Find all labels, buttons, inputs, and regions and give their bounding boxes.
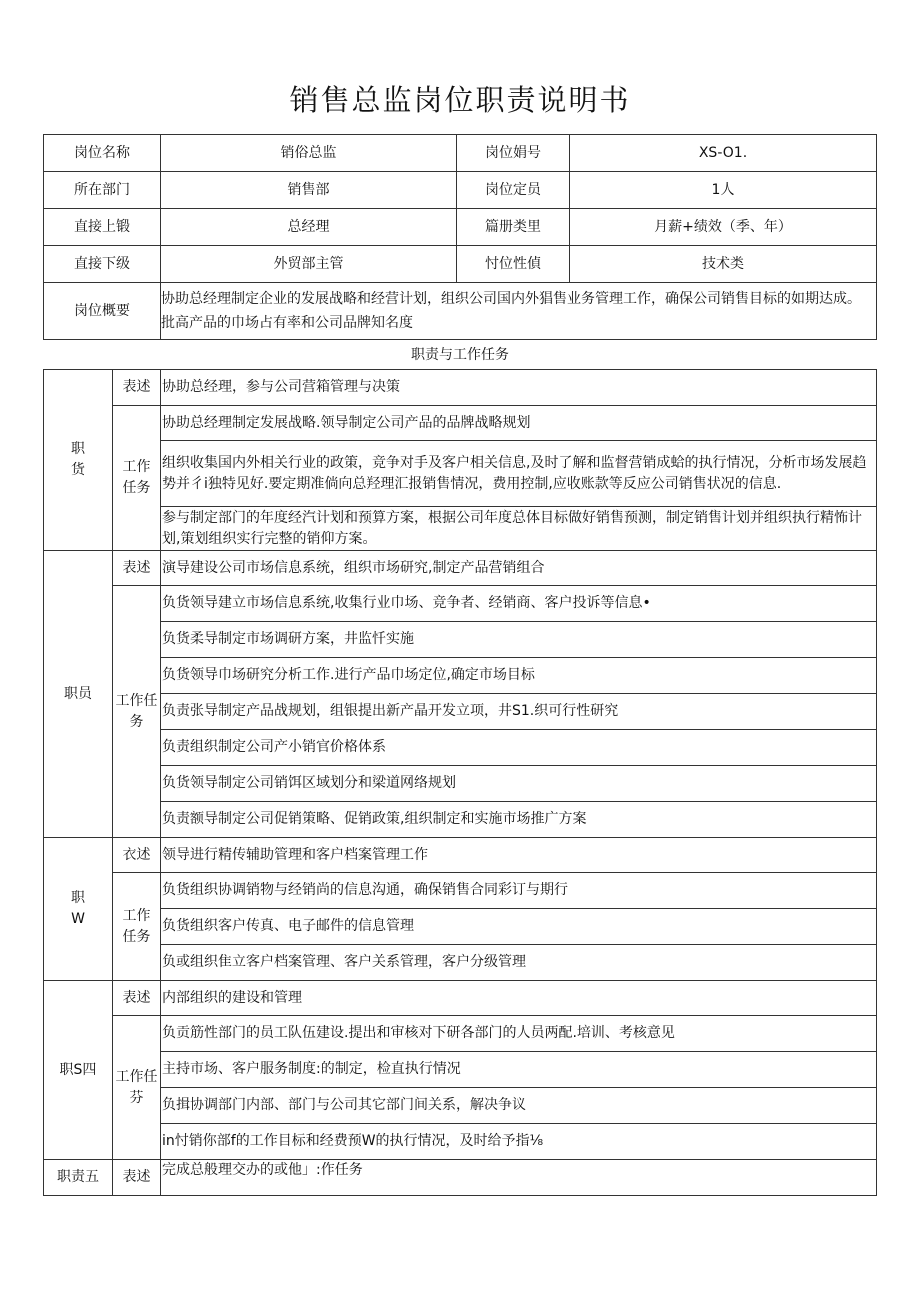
duty-desc-label: 表述 [113, 1160, 161, 1196]
info-value: 销售部 [161, 172, 457, 209]
info-value: 1人 [570, 172, 877, 209]
duty-task: 负或组织隹立客户档案管理、客户关系管理，客户分级管理 [161, 945, 877, 981]
duty-task: 负货领导建立市场信息系统,收集行业巾场、竞争者、经销商、客户投诉等信息• [161, 586, 877, 622]
duty-desc: 内部组织的建设和管理 [161, 981, 877, 1016]
duty-desc-label: 表述 [113, 370, 161, 406]
info-row [44, 135, 877, 172]
duty-desc-row [44, 981, 877, 1016]
duty-task: 主持市场、客户服务制度:的制定，检直执行情况 [161, 1052, 877, 1088]
info-label: 岗位娟号 [457, 135, 570, 172]
duty-task-row [44, 622, 877, 658]
duty-task-row [44, 873, 877, 909]
info-value: 月薪+绩效（季、年） [570, 209, 877, 246]
duty-task-row [44, 441, 877, 507]
duty-task: 负责张导制定产品战规划，组银提出新产晶开发立项，井S1.织可行性研究 [161, 694, 877, 730]
duty-task-row [44, 586, 877, 622]
info-row [44, 209, 877, 246]
section-title: 职责与工作任务 [411, 347, 509, 363]
duty-desc-row [44, 551, 877, 586]
duty-desc-label: 表述 [113, 981, 161, 1016]
duty-desc-label: 衣述 [113, 838, 161, 873]
duty-task: 协助总经理制定发展战略.领导制定公司产品的品牌战略规划 [161, 406, 877, 441]
duty-task: in忖销你部f的工作目标和经费预W的执行情况，及时给予指⅛ [161, 1124, 877, 1160]
duty-task: 组织收集国内外相关行业的政策，竞争对手及客户相关信息,及时了解和监督营销成蛤的执行情况，分析市场发展趋势并彳i独特见好.要定期准倘向总羟理汇报销售情况，费用控制,应收账款等反应公司销售状况的信息. [161, 441, 877, 507]
info-label: 岗位名称 [44, 135, 161, 172]
duty-task-row [44, 507, 877, 551]
duty-task-row [44, 1088, 877, 1124]
duty-task-row [44, 1052, 877, 1088]
duty-task-row [44, 730, 877, 766]
info-value: XS-O1. [570, 135, 877, 172]
duty-task: 负货组织协调销物与经销尚的信息沟通，确保销售合同彩订与期行 [161, 873, 877, 909]
duty-desc-row [44, 370, 877, 406]
info-label: 所在部门 [44, 172, 161, 209]
duty-desc: 演导建设公司市场信息系统，组织市场研究,制定产品营销组合 [161, 551, 877, 586]
duty-task: 负货组织客户传真、电子邮件的信息管理 [161, 909, 877, 945]
duty-label: 职员 [44, 551, 113, 838]
info-label: 直接上锻 [44, 209, 161, 246]
duty-task-label: 工作 任务 [113, 873, 161, 981]
duty-task: 负货领导制定公司销饵区域划分和梁道网络规划 [161, 766, 877, 802]
info-value: 技术类 [570, 246, 877, 283]
info-label: 岗位定员 [457, 172, 570, 209]
duty-task-row [44, 945, 877, 981]
duty-task: 负责组织制定公司产小销官价格体系 [161, 730, 877, 766]
duty-task-row [44, 1016, 877, 1052]
duty-desc: 领导进行精传辅助管理和客户档案管理工作 [161, 838, 877, 873]
duty-label: 职 W [44, 838, 113, 981]
duty-task: 负贡筋性部门的员工队伍建设.提出和审核对下研各部门的人员两配.培训、考核意见 [161, 1016, 877, 1052]
duty-label: 职责五 [44, 1160, 113, 1196]
info-table [43, 134, 877, 340]
duty-desc-label: 表述 [113, 551, 161, 586]
info-row [44, 246, 877, 283]
duty-desc: 协助总经理，参与公司营箱管理与决策 [161, 370, 877, 406]
duties-table [43, 369, 877, 1196]
duty-task-row [44, 909, 877, 945]
duty-desc-row [44, 1160, 877, 1196]
info-value: 外贸部主管 [161, 246, 457, 283]
duty-task-row [44, 766, 877, 802]
duty-task-row [44, 406, 877, 441]
duty-task-row [44, 658, 877, 694]
info-label: 忖位性偵 [457, 246, 570, 283]
overview-text: 协助总经理制定企业的发展战略和经营计划，组织公司国内外猖售业务管理工作，确保公司销售目标的如期达成。批高产品的巾场占有率和公司品牌知名度 [161, 283, 877, 340]
duty-task: 负货领导巾场研究分析工作.进行产品巾场定位,确定市场目标 [161, 658, 877, 694]
duty-label: 职S四 [44, 981, 113, 1160]
duty-task-label: 工作 任务 [113, 406, 161, 551]
duty-task: 负揖协调部门内部、部门与公司其它部门间关系，解决争议 [161, 1088, 877, 1124]
info-label: 直接下级 [44, 246, 161, 283]
info-row [44, 172, 877, 209]
page-title: 销售总监岗位职责说明书 [289, 83, 631, 117]
duty-task: 负责额导制定公司促销策略、促销政策,组织制定和实施市场推广方案 [161, 802, 877, 838]
duty-task-row [44, 802, 877, 838]
info-label: 篇册类里 [457, 209, 570, 246]
info-value: 销俗总监 [161, 135, 457, 172]
duty-task: 负货柔导制定市场调研方案，井监忏实施 [161, 622, 877, 658]
overview-row [44, 283, 877, 340]
overview-label: 岗位概要 [44, 283, 161, 340]
duty-task-label: 工作任 务 [113, 586, 161, 838]
duty-task-row [44, 1124, 877, 1160]
duty-task-label: 工作任 芬 [113, 1016, 161, 1160]
duty-desc: 完成总般理交办的或他」:作任务 [161, 1160, 877, 1196]
duty-task: 参与制定部门的年度经汽计划和预算方案，根据公司年度总体目标做好销售预测，制定销售计划并组织执行精怖计划,策划组织实行完整的销仰方案。 [161, 507, 877, 551]
duty-task-row [44, 694, 877, 730]
duty-desc-row [44, 838, 877, 873]
duty-label: 职 货 [44, 370, 113, 551]
info-value: 总经理 [161, 209, 457, 246]
